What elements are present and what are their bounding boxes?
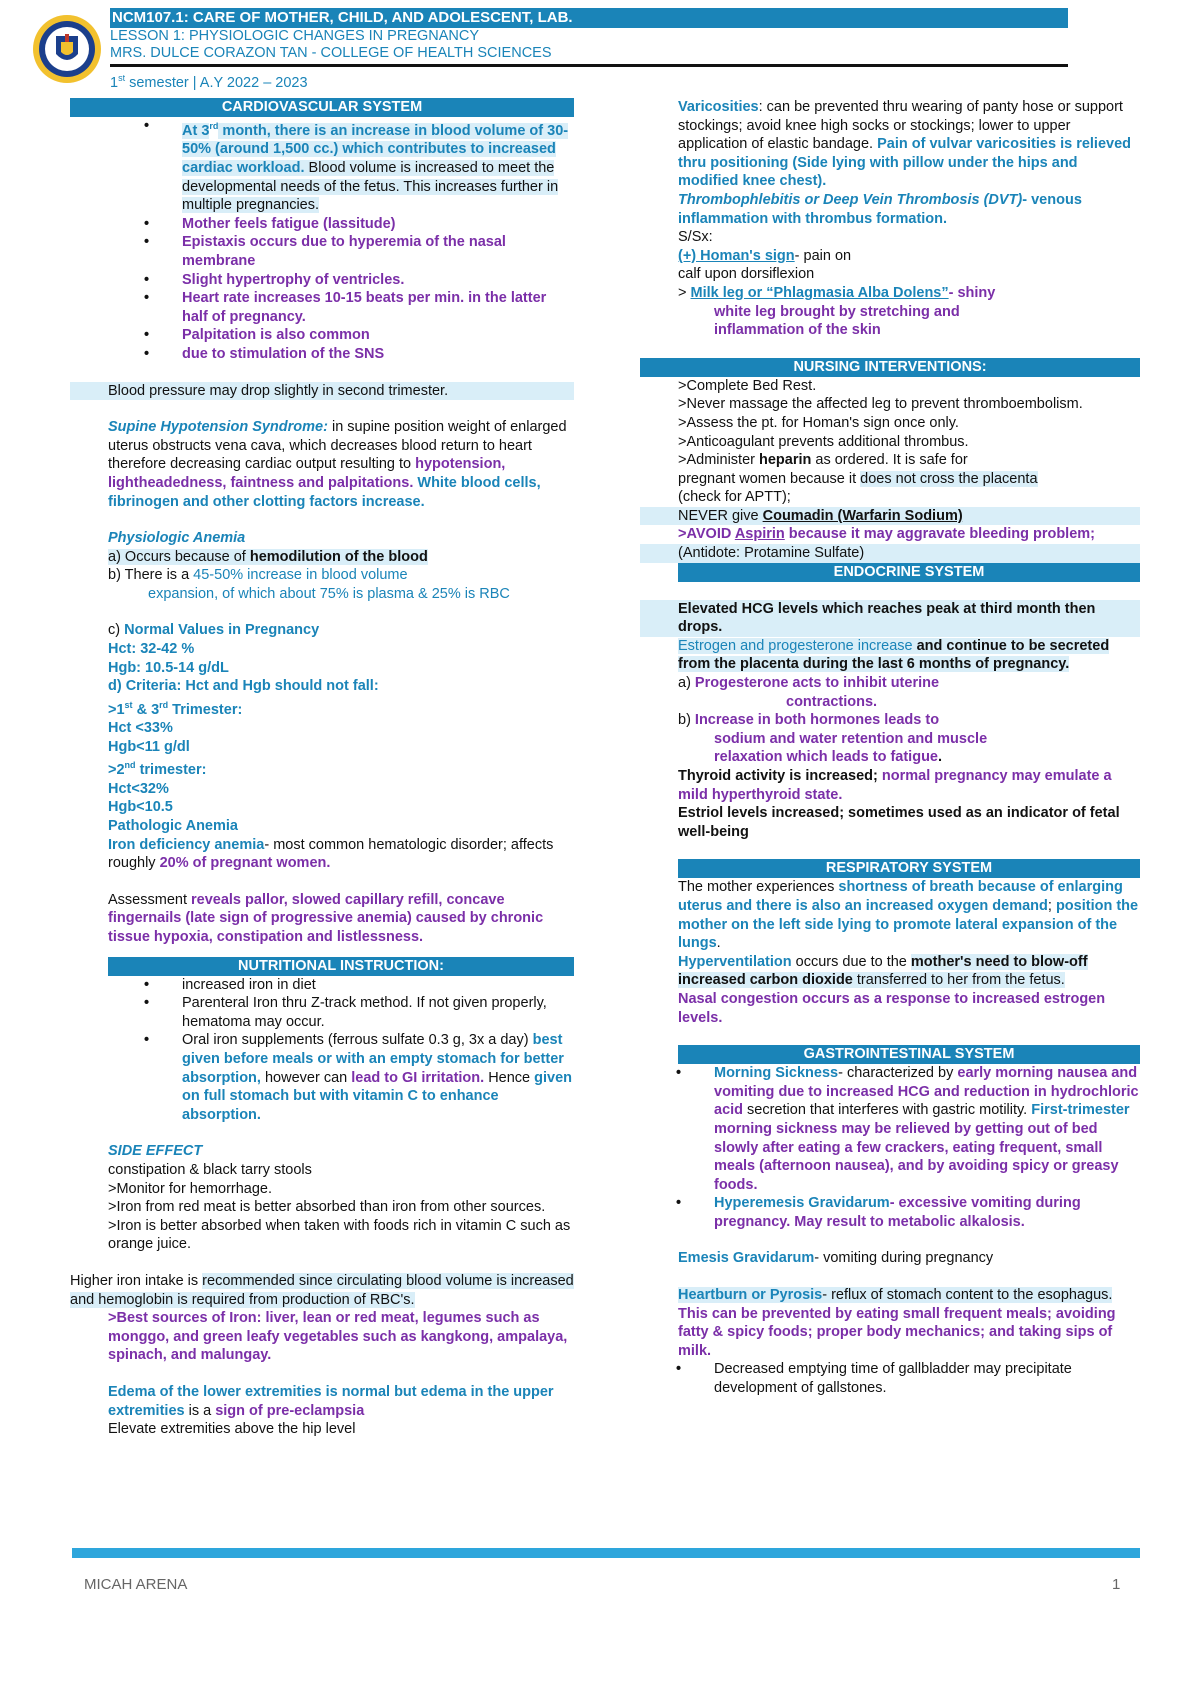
physiologic-anemia-title: Physiologic Anemia: [108, 530, 246, 547]
list-item: • At 3rd month, there is an increase in blood volume of 30-50% (around 1,500 cc.) which contributes to increased cardiac workload. Blood volume is increased to meet the developmental needs of the fetus. This increases further in multiple pregnancies.: [70, 117, 574, 215]
hct-value: Hct: 32-42 %: [108, 641, 195, 658]
page-number: 1: [1112, 1576, 1121, 1593]
pa-a: a) Occurs because of hemodilution of the blood: [108, 548, 428, 565]
instructor-line: MRS. DULCE CORAZON TAN - COLLEGE OF HEALTH SCIENCES: [110, 45, 552, 61]
estriol-paragraph: Estriol levels increased; sometimes used as an indicator of fetal well-being: [678, 805, 1120, 840]
section-header-gastrointestinal: GASTROINTESTINAL SYSTEM: [678, 1045, 1140, 1064]
pa-b-cont: expansion, of which about 75% is plasma & 25% is RBC: [148, 585, 510, 602]
cardio-list: [70, 117, 574, 364]
thyroid-paragraph: Thyroid activity is increased; normal pregnancy may emulate a mild hyperthyroid state.: [678, 768, 1112, 803]
list-item: • Hyperemesis Gravidarum- excessive vomiting during pregnancy. May result to metabolic alkalosis.: [640, 1194, 1140, 1231]
section-header-nursing: NURSING INTERVENTIONS:: [640, 358, 1140, 377]
endo-a-cont: contractions.: [786, 693, 878, 710]
milk-leg-line-2: white leg brought by stretching and: [714, 303, 960, 320]
gi-list-2: [640, 1360, 1140, 1397]
side-effect-title: SIDE EFFECT: [108, 1143, 203, 1160]
ni-9: >AVOID Aspirin because it may aggravate bleeding problem;: [678, 526, 1096, 543]
header-rule: [110, 64, 1068, 67]
list-item: • Heart rate increases 10-15 beats per min. in the latter half of pregnancy.: [70, 289, 574, 326]
milk-leg-line-3: inflammation of the skin: [714, 322, 881, 339]
elevate-note: Elevate extremities above the hip level: [108, 1421, 356, 1438]
endo-2: Estrogen and progesterone increase and continue to be secreted from the placenta during the last 6 months of pregnancy.: [678, 637, 1110, 673]
side-effect-1: constipation & black tarry stools: [108, 1161, 312, 1178]
ni-7: (check for APTT);: [678, 489, 791, 506]
side-effect-3: >Iron from red meat is better absorbed than iron from other sources.: [108, 1199, 546, 1216]
pathologic-anemia-title: Pathologic Anemia: [108, 818, 238, 835]
ni-5: >Administer heparin as ordered. It is safe for: [678, 452, 968, 469]
hct-33: Hct <33%: [108, 720, 173, 737]
course-title: NCM107.1: CARE OF MOTHER, CHILD, AND ADOLESCENT, LAB.: [110, 8, 1068, 28]
hct-32: Hct<32%: [108, 780, 169, 797]
endo-1: Elevated HCG levels which reaches peak at third month then drops.: [640, 600, 1140, 637]
list-item: • Mother feels fatigue (lassitude): [70, 215, 574, 234]
homan-line-2: calf upon dorsiflexion: [678, 266, 815, 283]
endo-b-cont: sodium and water retention and muscle: [714, 730, 988, 747]
criteria-line: d) Criteria: Hct and Hgb should not fall:: [108, 678, 379, 695]
section-header-respiratory: RESPIRATORY SYSTEM: [678, 859, 1140, 878]
ni-6: pregnant women because it does not cross the placenta: [678, 470, 1038, 487]
resp-3: Nasal congestion occurs as a response to increased estrogen levels.: [678, 990, 1106, 1026]
list-item: • Parenteral Iron thru Z-track method. If not given properly, hematoma may occur.: [70, 994, 574, 1031]
endo-a: a) Progesterone acts to inhibit uterine: [678, 675, 940, 692]
list-item: • Slight hypertrophy of ventricles.: [70, 271, 574, 290]
list-item: • Palpitation is also common: [70, 326, 574, 345]
dvt-paragraph: Thrombophlebitis or Deep Vein Thrombosis (DVT)- venous inflammation with thrombus formation.: [678, 191, 1082, 227]
assessment-paragraph: Assessment reveals pallor, slowed capillary refill, concave fingernails (late sign of progressive anemia) caused by chronic tissue hypoxia, constipation and listlessness.: [108, 891, 544, 946]
ni-3: >Assess the pt. for Homan's sign once only.: [678, 414, 959, 431]
homan-line: (+) Homan's sign- pain on: [678, 247, 852, 264]
footer-author: MICAH ARENA: [84, 1576, 188, 1593]
lesson-title: LESSON 1: PHYSIOLOGIC CHANGES IN PREGNANCY: [110, 28, 480, 44]
best-sources: >Best sources of Iron: liver, lean or red meat, legumes such as monggo, and green leafy vegetables such as kangkong, ampalaya, spinach, and malungay.: [108, 1310, 568, 1364]
list-item: • due to stimulation of the SNS: [70, 345, 574, 364]
edema-paragraph: Edema of the lower extremities is normal but edema in the upper extremities is a sign of pre-eclampsia: [108, 1383, 554, 1419]
list-item: • Morning Sickness- characterized by early morning nausea and vomiting due to increased HCG and reduction in hydrochloric acid secretion that interferes with gastric motility. First-trimester morning sickness may be relieved by getting out of bed slowly after eating a few crackers, eating frequent, small meals (afternoon nausea), and by avoiding spicy or greasy foods.: [640, 1064, 1140, 1194]
supine-hypotension-paragraph: Supine Hypotension Syndrome: in supine position weight of enlarged uterus obstructs vena cava, which decreases blood return to heart therefore decreasing cardiac output resulting to hypotension, lightheadedness, faintness and palpitations. White blood cells, fibrinogen and other clotting factors increase.: [108, 419, 567, 510]
resp-2: Hyperventilation occurs due to the mother's need to blow-off increased carbon dioxide transferred to her from the fetus.: [678, 953, 1088, 989]
section-header-endocrine: ENDOCRINE SYSTEM: [678, 563, 1140, 582]
list-item: • Epistaxis occurs due to hyperemia of the nasal membrane: [70, 233, 574, 270]
milk-leg-line: > Milk leg or “Phlagmasia Alba Dolens”- shiny: [678, 284, 996, 301]
right-column: [640, 98, 1140, 1398]
semester-line: 1st semester | A.Y 2022 – 2023: [110, 73, 308, 91]
side-effect-4: >Iron is better absorbed when taken with foods rich in vitamin C such as orange juice.: [108, 1217, 571, 1253]
trimester-2: >2nd trimester:: [108, 760, 207, 779]
hgb-11: Hgb<11 g/dl: [108, 738, 190, 755]
resp-1: The mother experiences shortness of breath because of enlarging uterus and there is also an increased oxygen demand; position the mother on the left side lying to promote lateral expansion of the lungs.: [678, 879, 1139, 952]
ni-4: >Anticoagulant prevents additional thrombus.: [678, 433, 969, 450]
endo-b-cont-2: relaxation which leads to fatigue.: [714, 749, 943, 766]
hgb-10-5: Hgb<10.5: [108, 799, 173, 816]
nutrition-list: [70, 976, 574, 1125]
heartburn-paragraph: Heartburn or Pyrosis- reflux of stomach content to the esophagus. This can be prevented by eating small frequent meals; avoiding fatty & spicy foods; proper body mechanics; and taking sips of milk.: [678, 1287, 1116, 1359]
left-column: [70, 98, 574, 1439]
ni-8: NEVER give Coumadin (Warfarin Sodium): [640, 507, 1140, 526]
gi-list: [640, 1064, 1140, 1231]
section-header-nutritional: NUTRITIONAL INSTRUCTION:: [108, 957, 574, 976]
bp-note: Blood pressure may drop slightly in second trimester.: [70, 382, 574, 401]
list-item: • Decreased emptying time of gallbladder may precipitate development of gallstones.: [640, 1360, 1140, 1397]
university-seal-logo: [32, 14, 102, 84]
list-item: • increased iron in diet: [70, 976, 574, 995]
pa-b: b) There is a 45-50% increase in blood volume: [108, 567, 408, 584]
list-item: • Oral iron supplements (ferrous sulfate 0.3 g, 3x a day) best given before meals or with an empty stomach for better absorption, however can lead to GI irritation. Hence given on full stomach but with vitamin C to enhance absorption.: [70, 1031, 574, 1124]
varicosities-paragraph: Varicosities: can be prevented thru wearing of panty hose or support stockings; avoid knee high socks or stockings; lower to upper application of elastic bandage. Pain of vulvar varicosities is relieved thru positioning (Side lying with pillow under the hips and modified knee chest).: [678, 99, 1132, 190]
emesis-line: Emesis Gravidarum- vomiting during pregnancy: [678, 1250, 994, 1267]
iron-deficiency-paragraph: Iron deficiency anemia- most common hematologic disorder; affects roughly 20% of pregnant women.: [108, 836, 554, 872]
hgb-value: Hgb: 10.5-14 g/dL: [108, 659, 229, 676]
ni-1: >Complete Bed Rest.: [678, 377, 817, 394]
trimester-1-3: >1st & 3rd Trimester:: [108, 699, 243, 718]
higher-iron-paragraph: Higher iron intake is recommended since circulating blood volume is increased and hemoglobin is required from production of RBC's.: [70, 1272, 574, 1308]
footer-bar: [72, 1548, 1140, 1558]
ni-2: >Never massage the affected leg to prevent thromboembolism.: [678, 396, 1083, 413]
sx-label: S/Sx:: [678, 229, 713, 246]
section-header-cardiovascular: CARDIOVASCULAR SYSTEM: [70, 98, 574, 117]
endo-b: b) Increase in both hormones leads to: [678, 712, 940, 729]
ni-10: (Antidote: Protamine Sulfate): [640, 544, 1140, 563]
side-effect-2: >Monitor for hemorrhage.: [108, 1180, 273, 1197]
normal-values-title: c) Normal Values in Pregnancy: [108, 622, 320, 639]
